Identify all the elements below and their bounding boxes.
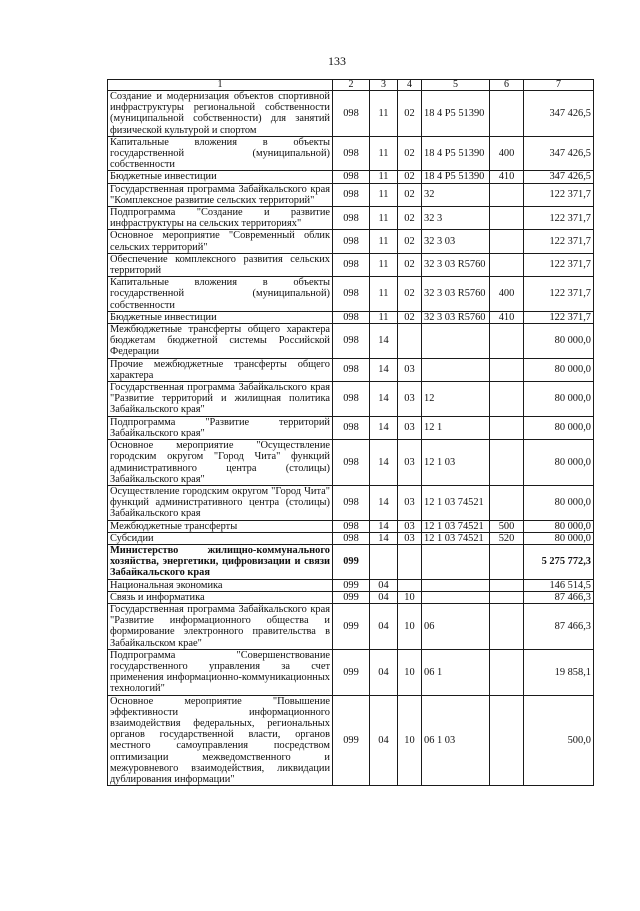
row-name: Осуществление городским округом "Город Чита" функций административного центра (столицы) Забайкальского края bbox=[108, 485, 333, 520]
row-name: Бюджетные инвестиции bbox=[108, 171, 333, 183]
row-name: Создание и модернизация объектов спортивной инфраструктуры региональной собственности (муниципальной собственности) для занятий физической культурой и спортом bbox=[108, 91, 333, 137]
row-section-code: 04 bbox=[370, 603, 398, 649]
table-row bbox=[108, 382, 594, 417]
row-subsection-code: 03 bbox=[398, 382, 422, 417]
row-section-code: 11 bbox=[370, 277, 398, 312]
row-name: Межбюджетные трансферты общего характера бюджетам бюджетной системы Российской Федерации bbox=[108, 324, 333, 359]
row-ministry-code: 098 bbox=[333, 277, 370, 312]
row-name: Основное мероприятие "Современный облик сельских территорий" bbox=[108, 230, 333, 253]
row-expense-type bbox=[490, 591, 524, 603]
row-expense-type bbox=[490, 207, 524, 230]
row-expense-type bbox=[490, 649, 524, 695]
row-target-code: 06 1 03 bbox=[422, 695, 490, 786]
row-amount: 80 000,0 bbox=[524, 324, 594, 359]
table-row bbox=[108, 603, 594, 649]
row-name: Государственная программа Забайкальского края "Развитие информационного общества и формирование электронного правительства в Забайкальском крае" bbox=[108, 603, 333, 649]
row-section-code: 14 bbox=[370, 416, 398, 439]
row-ministry-code: 098 bbox=[333, 520, 370, 532]
row-expense-type: 410 bbox=[490, 171, 524, 183]
row-section-code: 11 bbox=[370, 230, 398, 253]
row-subsection-code: 02 bbox=[398, 311, 422, 323]
row-target-code: 12 1 bbox=[422, 416, 490, 439]
row-subsection-code bbox=[398, 579, 422, 591]
row-amount: 122 371,7 bbox=[524, 183, 594, 206]
row-amount: 80 000,0 bbox=[524, 520, 594, 532]
row-subsection-code: 03 bbox=[398, 416, 422, 439]
row-section-code: 14 bbox=[370, 520, 398, 532]
row-section-code: 04 bbox=[370, 649, 398, 695]
row-amount: 80 000,0 bbox=[524, 382, 594, 417]
table-row bbox=[108, 207, 594, 230]
row-target-code: 18 4 P5 51390 bbox=[422, 91, 490, 137]
row-section-code bbox=[370, 544, 398, 579]
row-target-code: 12 1 03 74521 bbox=[422, 532, 490, 544]
row-target-code: 18 4 P5 51390 bbox=[422, 171, 490, 183]
row-ministry-code: 098 bbox=[333, 91, 370, 137]
row-name: Подпрограмма "Развитие территорий Забайкальского края" bbox=[108, 416, 333, 439]
row-expense-type bbox=[490, 183, 524, 206]
row-target-code: 32 bbox=[422, 183, 490, 206]
table-row bbox=[108, 416, 594, 439]
page-number: 133 bbox=[328, 54, 346, 68]
row-target-code bbox=[422, 591, 490, 603]
row-subsection-code: 02 bbox=[398, 183, 422, 206]
row-amount: 146 514,5 bbox=[524, 579, 594, 591]
row-subsection-code: 03 bbox=[398, 532, 422, 544]
row-expense-type bbox=[490, 603, 524, 649]
row-section-code: 11 bbox=[370, 136, 398, 171]
row-subsection-code: 03 bbox=[398, 358, 422, 381]
row-target-code bbox=[422, 324, 490, 359]
row-target-code: 32 3 bbox=[422, 207, 490, 230]
header-col-7: 7 bbox=[524, 80, 594, 91]
header-col-3: 3 bbox=[370, 80, 398, 91]
row-section-code: 11 bbox=[370, 171, 398, 183]
row-amount: 122 371,7 bbox=[524, 230, 594, 253]
row-ministry-code: 098 bbox=[333, 382, 370, 417]
row-name: Государственная программа Забайкальского края "Развитие территорий и жилищная политика Забайкальского края" bbox=[108, 382, 333, 417]
row-section-code: 11 bbox=[370, 91, 398, 137]
row-target-code: 06 bbox=[422, 603, 490, 649]
row-expense-type bbox=[490, 358, 524, 381]
row-section-code: 11 bbox=[370, 207, 398, 230]
row-ministry-code: 098 bbox=[333, 136, 370, 171]
row-subsection-code: 03 bbox=[398, 440, 422, 486]
table-row bbox=[108, 440, 594, 486]
row-name: Капитальные вложения в объекты государственной (муниципальной) собственности bbox=[108, 277, 333, 312]
row-target-code: 12 1 03 74521 bbox=[422, 485, 490, 520]
row-amount: 500,0 bbox=[524, 695, 594, 786]
row-expense-type bbox=[490, 253, 524, 276]
row-target-code: 32 3 03 bbox=[422, 230, 490, 253]
row-amount: 5 275 772,3 bbox=[524, 544, 594, 579]
row-name: Обеспечение комплексного развития сельских территорий bbox=[108, 253, 333, 276]
row-subsection-code: 02 bbox=[398, 171, 422, 183]
row-ministry-code: 099 bbox=[333, 544, 370, 579]
table-row bbox=[108, 358, 594, 381]
table-row bbox=[108, 544, 594, 579]
row-expense-type bbox=[490, 382, 524, 417]
row-name: Национальная экономика bbox=[108, 579, 333, 591]
row-subsection-code bbox=[398, 324, 422, 359]
row-name: Прочие межбюджетные трансферты общего характера bbox=[108, 358, 333, 381]
row-expense-type: 410 bbox=[490, 311, 524, 323]
header-col-6: 6 bbox=[490, 80, 524, 91]
row-section-code: 14 bbox=[370, 485, 398, 520]
row-name: Основное мероприятие "Повышение эффективности информационного взаимодействия федеральных, региональных органов государственной власти, органов местного самоуправления посредством оптимизации межведомственного и межуровневого взаимодействия, ликвидации дублирования информации" bbox=[108, 695, 333, 786]
row-subsection-code: 02 bbox=[398, 253, 422, 276]
table-row bbox=[108, 136, 594, 171]
row-subsection-code bbox=[398, 544, 422, 579]
row-target-code bbox=[422, 544, 490, 579]
row-section-code: 14 bbox=[370, 382, 398, 417]
row-section-code: 14 bbox=[370, 324, 398, 359]
row-expense-type bbox=[490, 416, 524, 439]
table-row bbox=[108, 520, 594, 532]
row-amount: 347 426,5 bbox=[524, 91, 594, 137]
row-target-code: 06 1 bbox=[422, 649, 490, 695]
row-ministry-code: 098 bbox=[333, 532, 370, 544]
row-ministry-code: 099 bbox=[333, 579, 370, 591]
row-amount: 122 371,7 bbox=[524, 311, 594, 323]
row-target-code bbox=[422, 579, 490, 591]
table-row bbox=[108, 579, 594, 591]
row-subsection-code: 02 bbox=[398, 207, 422, 230]
row-name: Капитальные вложения в объекты государственной (муниципальной) собственности bbox=[108, 136, 333, 171]
row-name: Государственная программа Забайкальского края "Комплексное развитие сельских территорий" bbox=[108, 183, 333, 206]
budget-table bbox=[107, 79, 594, 786]
row-subsection-code: 02 bbox=[398, 230, 422, 253]
row-ministry-code: 098 bbox=[333, 183, 370, 206]
row-subsection-code: 10 bbox=[398, 649, 422, 695]
row-subsection-code: 03 bbox=[398, 520, 422, 532]
row-ministry-code: 098 bbox=[333, 324, 370, 359]
row-target-code: 12 1 03 74521 bbox=[422, 520, 490, 532]
row-expense-type bbox=[490, 579, 524, 591]
row-ministry-code: 099 bbox=[333, 695, 370, 786]
header-col-4: 4 bbox=[398, 80, 422, 91]
row-amount: 80 000,0 bbox=[524, 416, 594, 439]
row-amount: 19 858,1 bbox=[524, 649, 594, 695]
row-target-code: 18 4 P5 51390 bbox=[422, 136, 490, 171]
row-expense-type: 400 bbox=[490, 136, 524, 171]
row-amount: 122 371,7 bbox=[524, 277, 594, 312]
table-row bbox=[108, 311, 594, 323]
row-section-code: 14 bbox=[370, 440, 398, 486]
header-col-1: 1 bbox=[108, 80, 333, 91]
row-expense-type bbox=[490, 440, 524, 486]
row-ministry-code: 099 bbox=[333, 591, 370, 603]
row-expense-type bbox=[490, 91, 524, 137]
row-target-code: 32 3 03 R5760 bbox=[422, 277, 490, 312]
table-row bbox=[108, 695, 594, 786]
row-amount: 80 000,0 bbox=[524, 440, 594, 486]
row-amount: 80 000,0 bbox=[524, 532, 594, 544]
row-expense-type bbox=[490, 324, 524, 359]
row-name: Межбюджетные трансферты bbox=[108, 520, 333, 532]
row-ministry-code: 098 bbox=[333, 416, 370, 439]
row-ministry-code: 099 bbox=[333, 603, 370, 649]
table-row bbox=[108, 485, 594, 520]
table-row bbox=[108, 324, 594, 359]
row-subsection-code: 10 bbox=[398, 603, 422, 649]
row-subsection-code: 02 bbox=[398, 136, 422, 171]
row-subsection-code: 02 bbox=[398, 91, 422, 137]
header-col-2: 2 bbox=[333, 80, 370, 91]
row-section-code: 04 bbox=[370, 591, 398, 603]
row-expense-type bbox=[490, 695, 524, 786]
row-amount: 87 466,3 bbox=[524, 603, 594, 649]
row-ministry-code: 098 bbox=[333, 485, 370, 520]
row-target-code: 32 3 03 R5760 bbox=[422, 253, 490, 276]
table-row bbox=[108, 649, 594, 695]
row-expense-type bbox=[490, 544, 524, 579]
row-amount: 347 426,5 bbox=[524, 136, 594, 171]
row-section-code: 04 bbox=[370, 695, 398, 786]
row-name: Основное мероприятие "Осуществление городским округом "Город Чита" функций административного центра (столицы) Забайкальского края" bbox=[108, 440, 333, 486]
row-ministry-code: 098 bbox=[333, 311, 370, 323]
row-name: Субсидии bbox=[108, 532, 333, 544]
row-ministry-code: 098 bbox=[333, 207, 370, 230]
header-col-5: 5 bbox=[422, 80, 490, 91]
table-row bbox=[108, 171, 594, 183]
table-row bbox=[108, 183, 594, 206]
table-row bbox=[108, 230, 594, 253]
row-amount: 347 426,5 bbox=[524, 171, 594, 183]
table-row bbox=[108, 532, 594, 544]
row-ministry-code: 098 bbox=[333, 230, 370, 253]
row-expense-type bbox=[490, 230, 524, 253]
row-section-code: 11 bbox=[370, 183, 398, 206]
row-name: Министерство жилищно-коммунального хозяйства, энергетики, цифровизации и связи Забайкальского края bbox=[108, 544, 333, 579]
table-header-row bbox=[108, 80, 594, 91]
row-section-code: 11 bbox=[370, 253, 398, 276]
row-section-code: 14 bbox=[370, 358, 398, 381]
row-ministry-code: 098 bbox=[333, 171, 370, 183]
row-expense-type: 400 bbox=[490, 277, 524, 312]
row-section-code: 14 bbox=[370, 532, 398, 544]
row-subsection-code: 10 bbox=[398, 695, 422, 786]
row-amount: 80 000,0 bbox=[524, 485, 594, 520]
table-row bbox=[108, 277, 594, 312]
row-name: Подпрограмма "Совершенствование государственного управления за счет применения информационно-коммуникационных технологий" bbox=[108, 649, 333, 695]
row-subsection-code: 02 bbox=[398, 277, 422, 312]
row-section-code: 11 bbox=[370, 311, 398, 323]
row-amount: 87 466,3 bbox=[524, 591, 594, 603]
table-row bbox=[108, 91, 594, 137]
row-section-code: 04 bbox=[370, 579, 398, 591]
table-row bbox=[108, 591, 594, 603]
row-expense-type: 520 bbox=[490, 532, 524, 544]
table-row bbox=[108, 253, 594, 276]
row-target-code: 32 3 03 R5760 bbox=[422, 311, 490, 323]
row-ministry-code: 098 bbox=[333, 440, 370, 486]
row-ministry-code: 099 bbox=[333, 649, 370, 695]
row-target-code: 12 bbox=[422, 382, 490, 417]
row-amount: 122 371,7 bbox=[524, 253, 594, 276]
row-subsection-code: 03 bbox=[398, 485, 422, 520]
row-subsection-code: 10 bbox=[398, 591, 422, 603]
row-target-code bbox=[422, 358, 490, 381]
row-amount: 80 000,0 bbox=[524, 358, 594, 381]
row-ministry-code: 098 bbox=[333, 358, 370, 381]
row-name: Связь и информатика bbox=[108, 591, 333, 603]
row-ministry-code: 098 bbox=[333, 253, 370, 276]
row-expense-type: 500 bbox=[490, 520, 524, 532]
row-expense-type bbox=[490, 485, 524, 520]
row-amount: 122 371,7 bbox=[524, 207, 594, 230]
row-name: Подпрограмма "Создание и развитие инфраструктуры на сельских территориях" bbox=[108, 207, 333, 230]
row-target-code: 12 1 03 bbox=[422, 440, 490, 486]
row-name: Бюджетные инвестиции bbox=[108, 311, 333, 323]
